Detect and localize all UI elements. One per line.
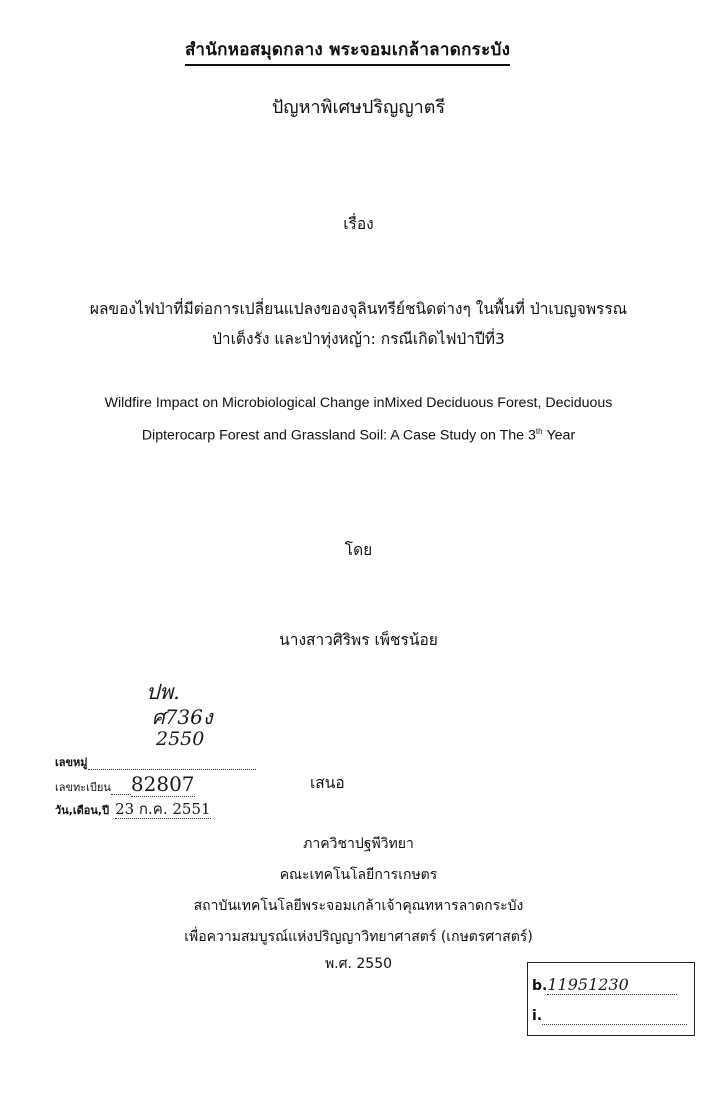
english-title-line-1: Wildfire Impact on Microbiological Change inMixed Deciduous Forest, Deciduous	[104, 395, 613, 411]
english-title-line-2-year: Year	[546, 427, 576, 444]
registration-leader	[111, 781, 131, 795]
handwritten-note-1: ปพ.	[146, 680, 180, 704]
handwritten-note-2: ศ736ง	[152, 705, 213, 729]
faculty: คณะเทคโนโลยีการเกษตร	[279, 867, 438, 883]
call-number-row	[55, 753, 256, 771]
registration-label: เลขทะเบียน	[55, 781, 111, 794]
institute: สถาบันเทคโนโลยีพระจอมเกล้าเจ้าคุณทหารลาดกระบัง	[193, 898, 524, 914]
english-title-line-2	[0, 427, 717, 444]
by-label: โดย	[344, 541, 373, 559]
box-prefix-i: i.	[532, 1008, 543, 1024]
handwritten-note-3: 2550	[156, 728, 205, 750]
call-number-label: เลขหมู่	[55, 756, 88, 769]
call-number-blank	[88, 756, 256, 770]
document-type: ปัญหาพิเศษปริญญาตรี	[271, 97, 446, 118]
english-title-superscript: th	[535, 427, 543, 436]
library-stamp: สำนักหอสมุดกลาง พระจอมเกล้าลาดกระบัง	[185, 36, 510, 66]
registration-number: 82807	[130, 772, 195, 796]
box-prefix-b: b.	[532, 978, 548, 994]
submitted-label: เสนอ	[310, 774, 345, 792]
registration-row	[55, 772, 195, 796]
date-label: วัน,เดือน,ปี	[55, 804, 110, 817]
box-blank	[542, 1008, 687, 1025]
year: พ.ศ. 2550	[324, 956, 393, 972]
thai-title-line-1: ผลของไฟป่าที่มีต่อการเปลี่ยนแปลงของจุลินทรีย์ชนิดต่างๆ ในพื้นที่ ป่าเบญจพรรณ	[89, 300, 628, 318]
date-value: 23 ก.ค. 2551	[115, 800, 211, 818]
thai-title-line-2: ป่าเต็งรัง และป่าทุ่งหญ้า: กรณีเกิดไฟป่าปีที่3	[212, 330, 505, 348]
author-name: นางสาวศิริพร เพ็ชรน้อย	[279, 631, 438, 649]
box-line-1	[532, 975, 677, 995]
degree: เพื่อความสมบูรณ์แห่งปริญญาวิทยาศาสตร์ (เกษตรศาสตร์)	[184, 929, 533, 945]
barcode-number-box	[527, 962, 695, 1036]
box-handwritten-number: 11951230	[547, 975, 677, 995]
date-row	[55, 797, 211, 821]
box-line-2	[532, 1008, 687, 1025]
department: ภาควิชาปฐพีวิทยา	[303, 836, 414, 852]
subject-label: เรื่อง	[343, 215, 374, 233]
english-title-line-2-main: Dipterocarp Forest and Grassland Soil: A Case Study on The 3	[141, 427, 536, 444]
